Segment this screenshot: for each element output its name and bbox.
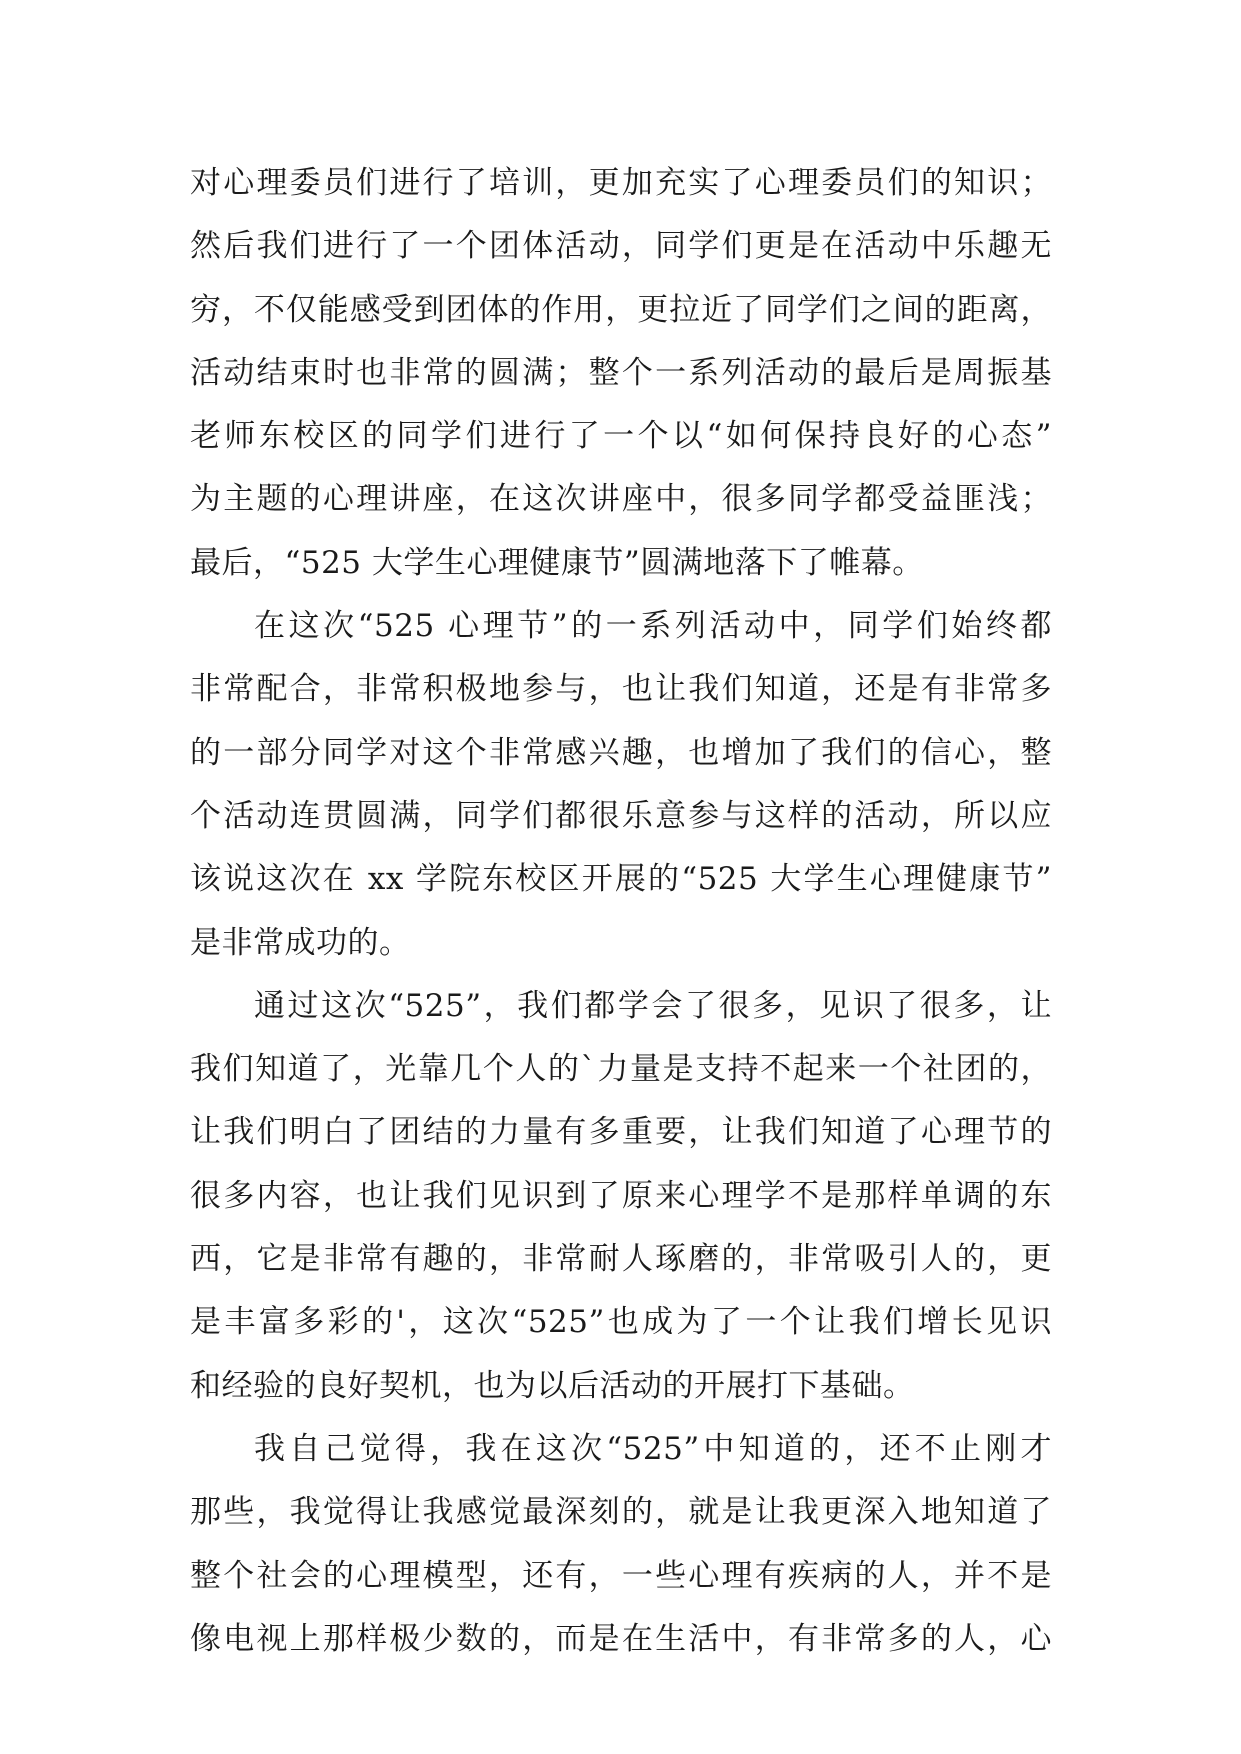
text-line: 最后，“525 大学生心理健康节”圆满地落下了帷幕。 bbox=[190, 544, 924, 581]
text-line: 和经验的良好契机，也为以后活动的开展打下基础。 bbox=[190, 1367, 915, 1404]
text-line: 我们知道了，光靠几个人的`力量是支持不起来一个社团的， bbox=[190, 1051, 1052, 1088]
text-line: 像电视上那样极少数的，而是在生活中，有非常多的人，心 bbox=[190, 1620, 1052, 1657]
text-line: 整个社会的心理模型，还有，一些心理有疾病的人，并不是 bbox=[190, 1557, 1052, 1594]
text-line: 为主题的心理讲座，在这次讲座中，很多同学都受益匪浅； bbox=[190, 481, 1052, 518]
text-line: 那些，我觉得让我感觉最深刻的，就是让我更深入地知道了 bbox=[190, 1494, 1052, 1531]
text-line: 穷，不仅能感受到团体的作用，更拉近了同学们之间的距离， bbox=[190, 291, 1052, 328]
text-line: 西，它是非常有趣的，非常耐人琢磨的，非常吸引人的，更 bbox=[190, 1241, 1052, 1278]
text-line: 很多内容，也让我们见识到了原来心理学不是那样单调的东 bbox=[190, 1177, 1052, 1214]
text-line: 通过这次“525”，我们都学会了很多，见识了很多，让 bbox=[254, 987, 1052, 1024]
text-line: 个活动连贯圆满，同学们都很乐意参与这样的活动，所以应 bbox=[190, 797, 1052, 834]
text-line: 然后我们进行了一个团体活动，同学们更是在活动中乐趣无 bbox=[190, 228, 1052, 265]
text-line: 活动结束时也非常的圆满；整个一系列活动的最后是周振基 bbox=[190, 354, 1052, 391]
text-line: 让我们明白了团结的力量有多重要，让我们知道了心理节的 bbox=[190, 1114, 1052, 1151]
text-line: 是丰富多彩的'，这次“525”也成为了一个让我们增长见识 bbox=[190, 1304, 1052, 1341]
text-line: 的一部分同学对这个非常感兴趣，也增加了我们的信心，整 bbox=[190, 734, 1052, 771]
text-line: 是非常成功的。 bbox=[190, 924, 411, 961]
text-line: 在这次“525 心理节”的一系列活动中，同学们始终都 bbox=[254, 608, 1052, 645]
text-line: 非常配合，非常积极地参与，也让我们知道，还是有非常多 bbox=[190, 671, 1052, 708]
text-line: 对心理委员们进行了培训，更加充实了心理委员们的知识； bbox=[190, 165, 1052, 201]
text-line: 老师东校区的同学们进行了一个以“如何保持良好的心态” bbox=[190, 418, 1052, 455]
text-line: 该说这次在 xx 学院东校区开展的“525 大学生心理健康节” bbox=[190, 861, 1052, 898]
body-text bbox=[190, 152, 1052, 1671]
text-line: 我自己觉得，我在这次“525”中知道的，还不止刚才 bbox=[254, 1430, 1052, 1467]
